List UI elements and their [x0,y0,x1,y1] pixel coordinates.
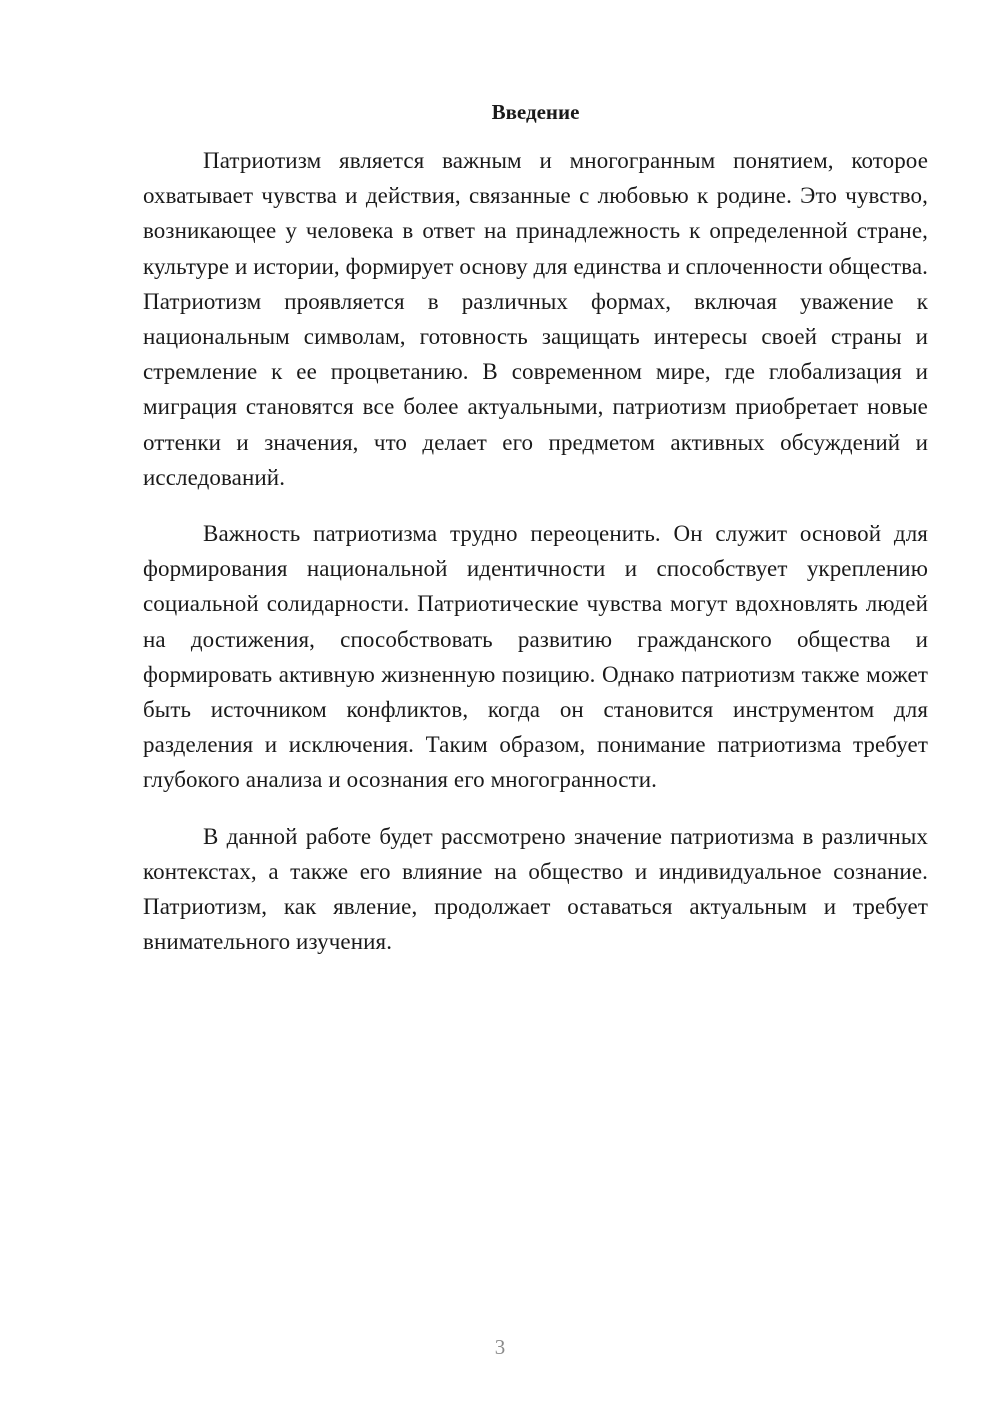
body-text [143,143,928,980]
page-number: 3 [494,1335,506,1359]
section-heading: Введение [491,100,580,124]
paragraph-1: Патриотизм является важным и многогранным понятием, которое охватывает чувства и действия, связанные с любовью к родине. Это чувство, возникающее у человека в ответ на принадлежность к определенной стране, культуре и истории, формирует основу для единства и сплоченности общества. Патриотизм проявляется в различных формах, включая уважение к национальным символам, готовность защищать интересы своей страны и стремление к ее процветанию. В современном мире, где глобализация и миграция становятся все более актуальными, патриотизм приобретает новые оттенки и значения, что делает его предметом активных обсуждений и исследований. [143,148,928,490]
paragraph-3: В данной работе будет рассмотрено значение патриотизма в различных контекстах, а также его влияние на общество и индивидуальное сознание. Патриотизм, как явление, продолжает оставаться актуальным и требует внимательного изучения. [143,823,928,955]
paragraph-2: Важность патриотизма трудно переоценить. Он служит основой для формирования национальной идентичности и способствует укреплению социальной солидарности. Патриотические чувства могут вдохновлять людей на достижения, способствовать развитию гражданского общества и формировать активную жизненную позицию. Однако патриотизм также может быть источником конфликтов, когда он становится инструментом для разделения и исключения. Таким образом, понимание патриотизма требует глубокого анализа и осознания его многогранности. [143,521,928,793]
